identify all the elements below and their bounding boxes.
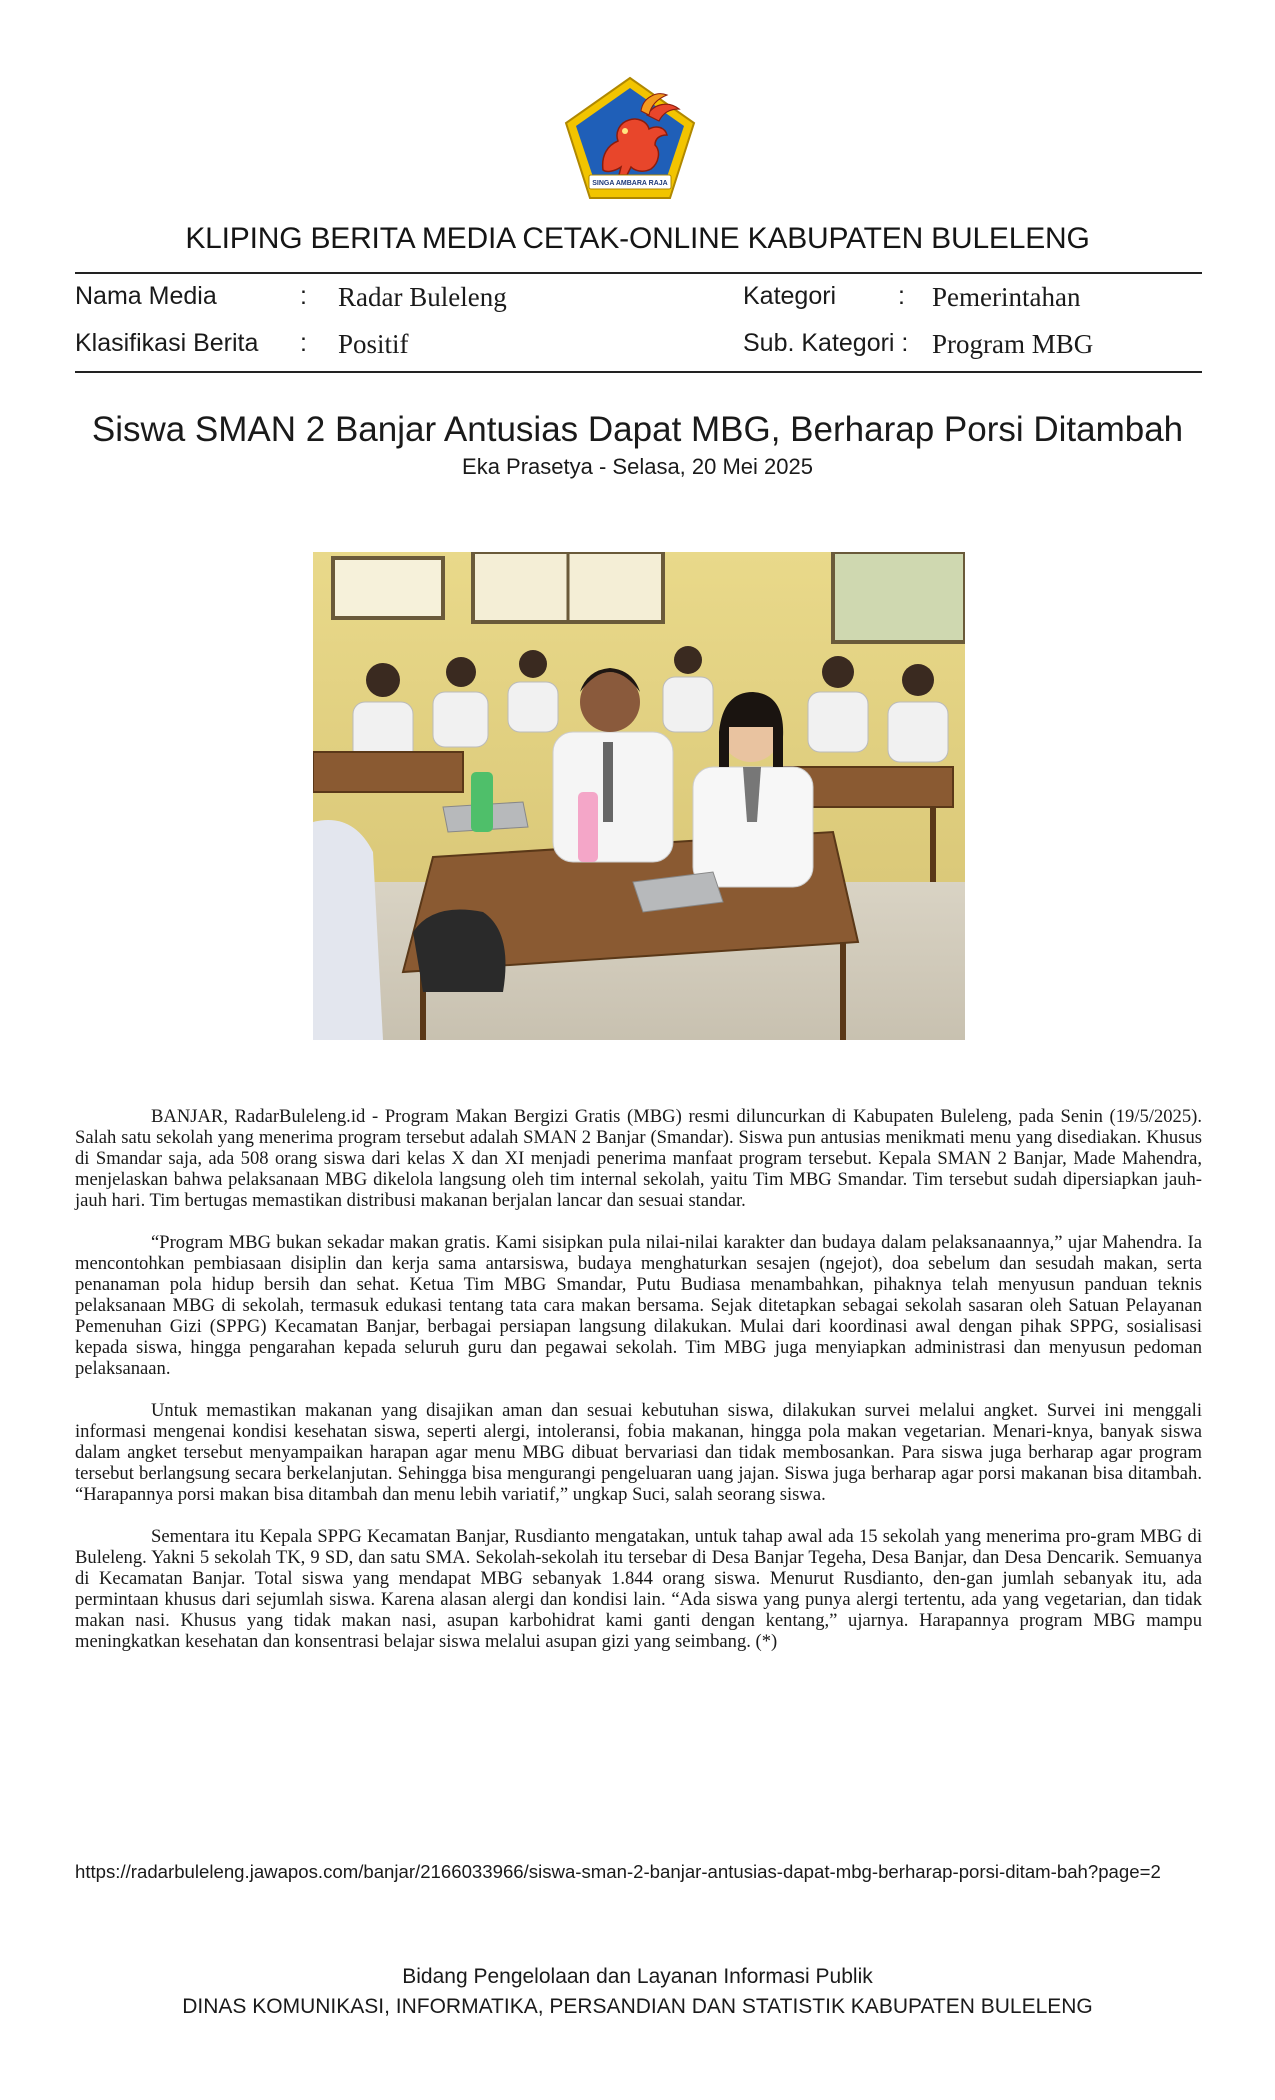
- article-body: [75, 1106, 1202, 1673]
- article-paragraph-4: Sementara itu Kepala SPPG Kecamatan Banjar, Rusdianto mengatakan, untuk tahap awal ada 15 sekolah yang menerima pro-gram MBG di Buleleng. Yakni 5 sekolah TK, 9 SD, dan satu SMA. Sekolah-sekolah itu tersebar di Desa Banjar Tegeha, Desa Banjar, dan Desa Dencarik. Semuanya di Kecamatan Banjar. Total siswa yang mendapat MBG sebanyak 1.844 orang siswa. Menurut Rusdianto, den-gan jumlah sebanyak itu, ada permintaan khusus dari sejumlah siswa. Karena alasan alergi dan kondisi lain. “Ada siswa yang punya alergi tertentu, ada yang vegetarian, dan tidak makan nasi. Khusus yang tidak makan nasi, asupan karbohidrat kami ganti dengan kentang,” ujarnya. Harapannya program MBG mampu meningkatkan kesehatan dan konsentrasi belajar siswa melalui asupan gizi yang seimbang. (*): [75, 1526, 1202, 1652]
- klasifikasi-colon: :: [300, 329, 307, 357]
- divider-top: [75, 272, 1202, 274]
- article-photo: [313, 552, 965, 1040]
- subkategori-label: Sub. Kategori :: [743, 329, 909, 357]
- article-byline: Eka Prasetya - Selasa, 20 Mei 2025: [462, 454, 813, 479]
- article-paragraph-1: BANJAR, RadarBuleleng.id - Program Makan Bergizi Gratis (MBG) resmi diluncurkan di Kabupaten Buleleng, pada Senin (19/5/2025). Salah satu sekolah yang menerima program tersebut adalah SMAN 2 Banjar (Smandar). Siswa pun antusias menikmati menu yang disediakan. Khusus di Smandar saja, ada 508 orang siswa dari kelas X dan XI menjadi penerima manfaat program tersebut. Kepala SMAN 2 Banjar, Made Mahendra, menjelaskan bahwa pelaksanaan MBG dikelola langsung oleh tim internal sekolah, yaitu Tim MBG Smandar. Tim tersebut sudah dipersiapkan jauh-jauh hari. Tim bertugas memastikan distribusi makanan berjalan lancar dan sesuai standar.: [75, 1106, 1202, 1211]
- subkategori-value: Program MBG: [932, 329, 1094, 359]
- document-title: KLIPING BERITA MEDIA CETAK-ONLINE KABUPATEN BULELENG: [185, 222, 1090, 255]
- klasifikasi-label: Klasifikasi Berita: [75, 329, 259, 357]
- kategori-value: Pemerintahan: [932, 282, 1081, 312]
- media-colon: :: [300, 282, 307, 310]
- klasifikasi-value: Positif: [338, 329, 409, 359]
- source-url-link[interactable]: https://radarbuleleng.jawapos.com/banjar/2166033966/siswa-sman-2-banjar-antusias-dapat-mbg-berharap-porsi-ditam-bah?page=2: [75, 1861, 1161, 1882]
- divider-bottom: [75, 371, 1202, 373]
- article-paragraph-2: “Program MBG bukan sekadar makan gratis. Kami sisipkan pula nilai-nilai karakter dan budaya dalam pelaksanaannya,” ujar Mahendra. Ia mencontohkan pembiasaan disiplin dan kerja sama antarsiswa, budaya menghaturkan sesajen (ngejot), doa sebelum dan sesudah makan, serta penanaman pola hidup bersih dan sehat. Ketua Tim MBG Smandar, Putu Budiasa menambahkan, pihaknya telah menyusun panduan teknis pelaksanaan MBG di sekolah, termasuk edukasi tentang tata cara makan bersama. Sejak ditetapkan sebagai sekolah sasaran oleh Satuan Pelayanan Pemenuhan Gizi (SPPG) Kecamatan Banjar, berbagai persiapan langsung dilakukan. Mulai dari koordinasi awal dengan pihak SPPG, sosialisasi kepada siswa, hingga pengarahan kepada seluruh guru dan pegawai sekolah. Tim MBG juga menyiapkan administrasi dan menyusun pedoman pelaksanaan.: [75, 1232, 1202, 1379]
- kategori-label: Kategori: [743, 282, 837, 310]
- kategori-colon: :: [898, 282, 905, 310]
- footer-department: Bidang Pengelolaan dan Layanan Informasi Publik: [402, 1965, 873, 1988]
- buleleng-emblem-logo: [563, 75, 697, 201]
- footer-agency: DINAS KOMUNIKASI, INFORMATIKA, PERSANDIAN DAN STATISTIK KABUPATEN BULELENG: [182, 1995, 1093, 2018]
- svg-text:SINGA AMBARA RAJA: SINGA AMBARA RAJA: [592, 180, 668, 187]
- article-paragraph-3: Untuk memastikan makanan yang disajikan aman dan sesuai kebutuhan siswa, dilakukan survei melalui angket. Survei ini menggali informasi mengenai kondisi kesehatan siswa, seperti alergi, intoleransi, fobia makanan, hingga pola makan vegetarian. Menari-knya, banyak siswa dalam angket tersebut menyampaikan harapan agar menu MBG dibuat bervariasi dan tidak membosankan. Para siswa juga berharap agar program tersebut berlangsung secara berkelanjutan. Sehingga bisa mengurangi pengeluaran uang jajan. Siswa juga berharap agar porsi makanan bisa ditambah. “Harapannya porsi makan bisa ditambah dan menu lebih variatif,” ungkap Suci, salah seorang siswa.: [75, 1400, 1202, 1505]
- media-label: Nama Media: [75, 282, 217, 310]
- media-value: Radar Buleleng: [338, 282, 507, 312]
- article-headline: Siswa SMAN 2 Banjar Antusias Dapat MBG, Berharap Porsi Ditambah: [91, 410, 1184, 449]
